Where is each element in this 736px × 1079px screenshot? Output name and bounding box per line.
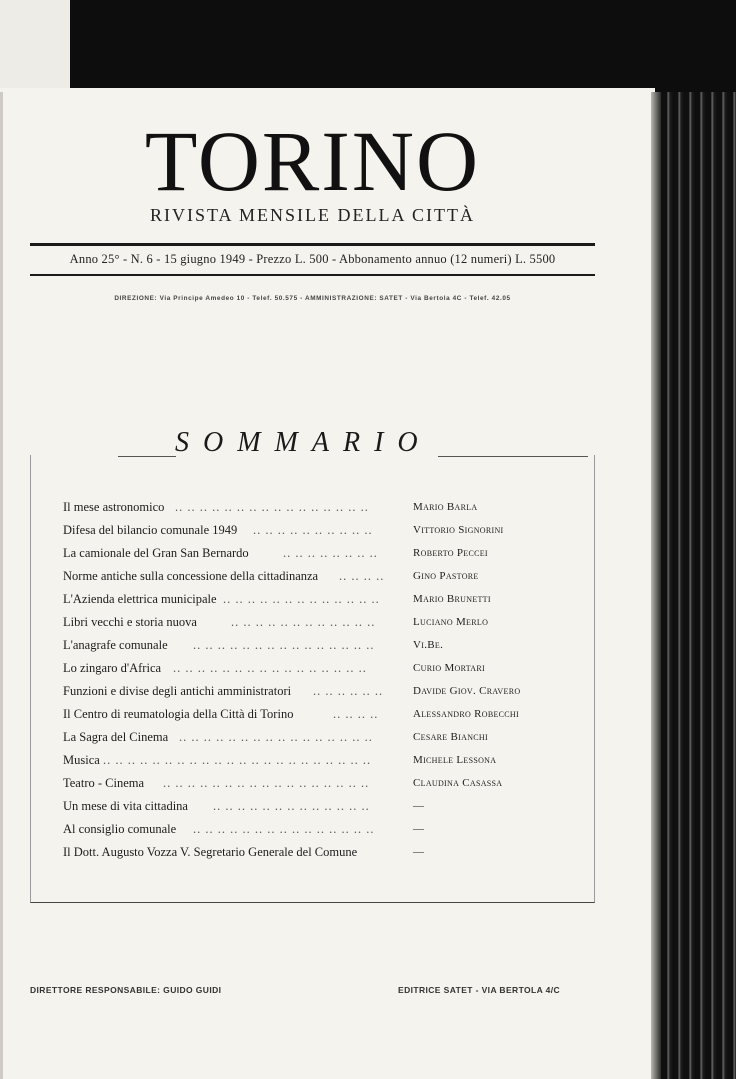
toc-leader-dots: .. .. .. .. .. .. .. .. .. .. .. .. .. .. .. <box>193 822 375 836</box>
toc-row <box>63 776 583 799</box>
toc-row <box>63 822 583 845</box>
footer-director: DIRETTORE RESPONSABILE: GUIDO GUIDI <box>30 985 222 995</box>
toc-row <box>63 523 583 546</box>
toc-article-title: La Sagra del Cinema <box>63 730 169 744</box>
toc-leader-dots: .. .. .. .. .. .. .. .. .. .. .. .. .. .. .. <box>193 638 375 652</box>
toc-leader-dots: .. .. .. .. .. .. .. .. .. .. .. .. <box>231 615 376 629</box>
toc-row <box>63 569 583 592</box>
toc-leader-dots: .. .. .. .. .. .. <box>313 684 384 698</box>
toc-leader-dots: .. .. .. .. <box>333 707 379 721</box>
toc-article-author: Mario Barla <box>413 501 478 513</box>
toc-article-title: Il Centro di reumatologia della Città di Torino <box>63 707 294 721</box>
toc-leader-dots: .. .. .. .. .. .. .. .. .. .. .. .. .. .. .. .. .. <box>163 776 370 790</box>
toc-leader-dots: .. .. .. .. <box>339 569 385 583</box>
toc-article-author: Vittorio Signorini <box>413 524 504 536</box>
toc-article-author: Cesare Bianchi <box>413 731 488 743</box>
toc-article-title: Il mese astronomico <box>63 500 165 514</box>
scan-background-left-shade <box>0 0 70 92</box>
toc-leader-dots: .. .. .. .. .. .. .. .. .. .. .. .. .. .. .. .. .. .. .. .. .. .. <box>103 753 372 767</box>
toc-row <box>63 753 583 776</box>
toc-article-title: Lo zingaro d'Africa <box>63 661 162 675</box>
toc-article-title: L'Azienda elettrica municipale <box>63 592 217 606</box>
toc-row <box>63 546 583 569</box>
toc-article-title: Funzioni e divise degli antichi amministratori <box>63 684 292 698</box>
toc-row <box>63 707 583 730</box>
toc-article-author: — <box>413 846 425 858</box>
address-line: DIREZIONE: Via Principe Amedeo 10 - Telef. 50.575 - AMMINISTRAZIONE: SATET - Via Bertola 4C - Telef. 42.05 <box>114 295 511 302</box>
footer-publisher: EDITRICE SATET - VIA BERTOLA 4/C <box>398 985 561 995</box>
toc-leader-dots: .. .. .. .. .. .. .. .. .. .. .. .. .. .. .. .. <box>175 500 369 514</box>
toc-leader-dots: .. .. .. .. .. .. .. .. <box>283 546 378 560</box>
toc-article-title: Libri vecchi e storia nuova <box>63 615 197 629</box>
toc-row <box>63 730 583 753</box>
toc-row <box>63 500 583 523</box>
page-left-edge <box>0 92 3 1079</box>
toc-row <box>63 799 583 822</box>
toc-article-title: Norme antiche sulla concessione della cittadinanza <box>63 569 319 583</box>
scan-background-top <box>0 0 736 92</box>
toc-row <box>63 661 583 684</box>
magazine-subtitle: RIVISTA MENSILE DELLA CITTÀ <box>149 205 476 225</box>
stacked-pages-edge <box>651 92 736 1079</box>
masthead-rule-top <box>30 243 595 246</box>
toc-article-author: — <box>413 800 425 812</box>
toc-leader-dots: .. .. .. .. .. .. .. .. .. .. <box>253 523 373 537</box>
toc-row <box>63 684 583 707</box>
toc-article-title: Il Dott. Augusto Vozza V. Segretario Generale del Comune <box>63 845 358 859</box>
toc-article-author: Gino Pastore <box>413 570 479 582</box>
toc-row <box>63 592 583 615</box>
page-fold-shadow <box>651 92 661 1079</box>
toc-article-title: L'anagrafe comunale <box>63 638 168 652</box>
toc-article-author: Davide Giov. Cravero <box>413 685 521 697</box>
toc-article-author: Michele Lessona <box>413 754 497 766</box>
masthead-rule-bottom <box>30 274 595 276</box>
toc-leader-dots: .. .. .. .. .. .. .. .. .. .. .. .. .. <box>223 592 380 606</box>
table-of-contents <box>63 500 583 868</box>
issue-info: Anno 25° - N. 6 - 15 giugno 1949 - Prezzo L. 500 - Abbonamento annuo (12 numeri) L. 5500 <box>69 252 556 266</box>
toc-row <box>63 638 583 661</box>
toc-article-title: Un mese di vita cittadina <box>63 799 188 813</box>
toc-article-author: — <box>413 823 425 835</box>
toc-leader-dots: .. .. .. .. .. .. .. .. .. .. .. .. .. .. .. .. <box>179 730 373 744</box>
toc-article-title: Musica <box>63 753 100 767</box>
toc-article-author: Luciano Merlo <box>413 616 489 628</box>
toc-leader-dots: .. .. .. .. .. .. .. .. .. .. .. .. .. <box>213 799 370 813</box>
toc-article-author: Roberto Peccei <box>413 547 488 559</box>
toc-article-author: Mario Brunetti <box>413 593 491 605</box>
toc-article-title: Al consiglio comunale <box>63 822 177 836</box>
toc-row <box>63 615 583 638</box>
toc-article-author: Alessandro Robecchi <box>413 708 519 720</box>
toc-leader-dots: .. .. .. .. .. .. .. .. .. .. .. .. .. .. .. .. <box>173 661 367 675</box>
toc-article-title: La camionale del Gran San Bernardo <box>63 546 249 560</box>
toc-article-author: Curio Mortari <box>413 662 485 674</box>
toc-article-title: Difesa del bilancio comunale 1949 <box>63 523 238 537</box>
toc-article-author: Vi.Be. <box>413 639 444 651</box>
toc-row <box>63 845 583 868</box>
magazine-title: TORINO <box>144 113 481 209</box>
sommario-heading: SOMMARIO <box>175 427 432 458</box>
toc-article-author: Claudina Casassa <box>413 777 503 789</box>
toc-article-title: Teatro - Cinema <box>63 776 145 790</box>
